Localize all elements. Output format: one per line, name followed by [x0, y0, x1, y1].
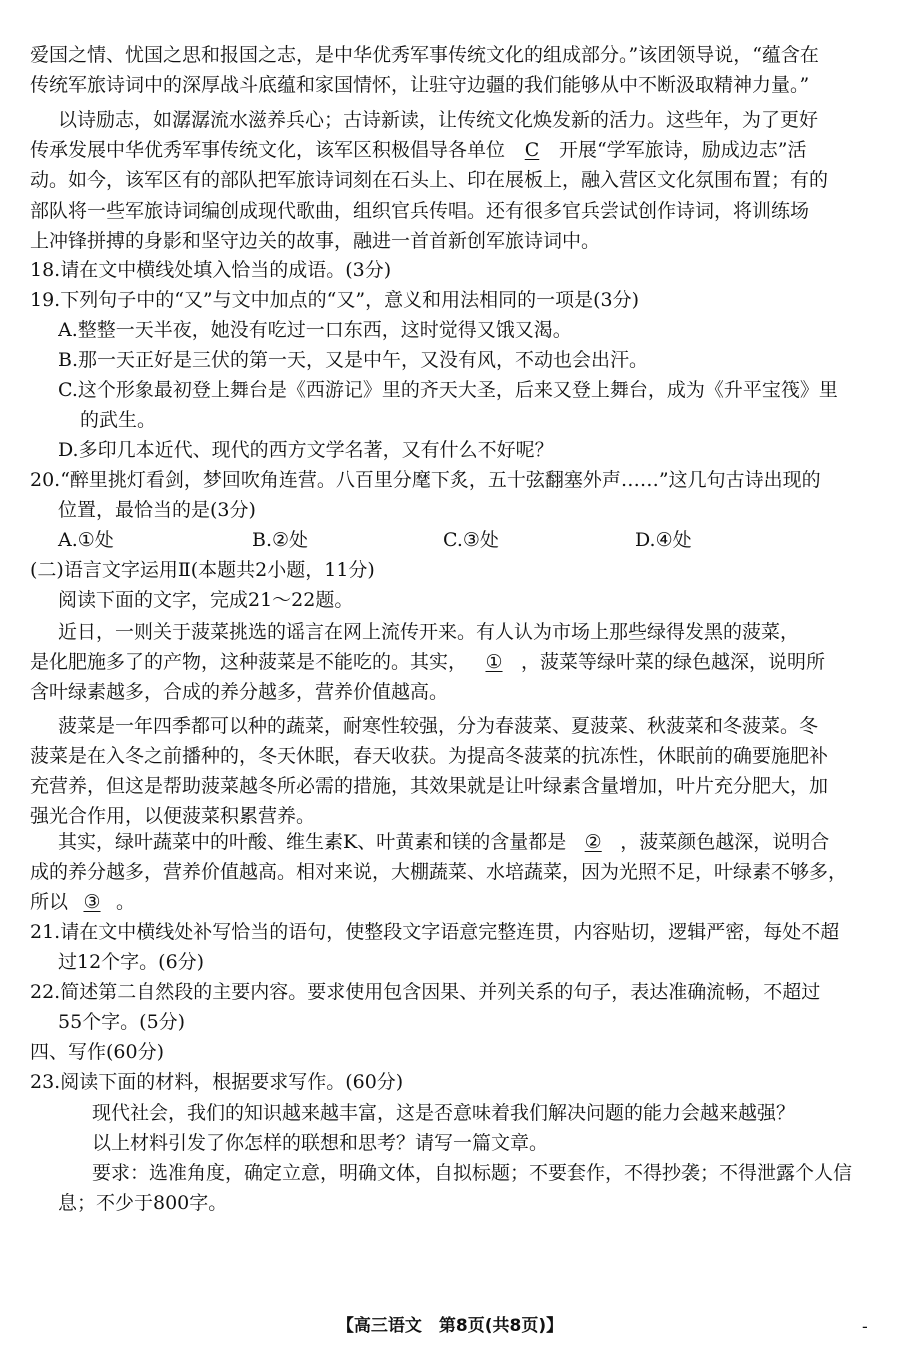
answer-blank: C [524, 139, 540, 161]
question-20-stem: 位置，最恰当的是(3分) [58, 499, 256, 521]
answer-blank: ② [584, 831, 602, 853]
passage-text: 其实，绿叶蔬菜中的叶酸、维生素K、叶黄素和镁的含量都是 [58, 831, 567, 853]
essay-requirements: 要求：选准角度，确定立意，明确文体，自拟标题；不要套作，不得抄袭；不得泄露个人信 [92, 1162, 853, 1184]
passage-line [30, 890, 875, 914]
question-22: 55个字。(5分) [58, 1011, 186, 1033]
instruction: 阅读下面的文字，完成21～22题。 [58, 589, 354, 611]
question-22: 22.简述第二自然段的主要内容。要求使用包含因果、并列关系的句子，表达准确流畅，不超过 [30, 981, 821, 1003]
passage-line: 以诗励志，如潺潺流水滋养兵心；古诗新读，让传统文化焕发新的活力。这些年，为了更好 [58, 109, 819, 131]
option-c-continued: 的武生。 [80, 409, 157, 431]
option-b: B.②处 [252, 529, 309, 551]
option-d: D.多印几本近代、现代的西方文学名著，又有什么不好呢？ [58, 439, 554, 461]
corner-mark: - [862, 1317, 868, 1337]
passage-line: 部队将一些军旅诗词编创成现代歌曲，组织官兵传唱。还有很多官兵尝试创作诗词，将训练场 [30, 200, 810, 222]
passage-line: 爱国之情、忧国之思和报国之志，是中华优秀军事传统文化的组成部分。”该团领导说，“蕴含在 [30, 44, 819, 66]
question-23: 23.阅读下面的材料，根据要求写作。(60分) [30, 1071, 404, 1093]
section-header: (二)语言文字运用Ⅱ(本题共2小题，11分) [30, 559, 375, 581]
question-18: 18.请在文中横线处填入恰当的成语。(3分) [30, 259, 392, 281]
passage-line: 强光合作用，以便菠菜积累营养。 [30, 805, 316, 827]
passage-text: 开展“学军旅诗，励成边志”活 [559, 139, 807, 161]
section-header: 四、写作(60分) [30, 1041, 165, 1063]
option-d: D.④处 [635, 529, 692, 551]
option-c: C.③处 [443, 529, 499, 551]
option-c: C.这个形象最初登上舞台是《西游记》里的齐天大圣，后来又登上舞台，成为《升平宝筏》里 [58, 379, 838, 401]
passage-text: 是化肥施多了的产物，这种菠菜是不能吃的。其实， [30, 651, 468, 673]
passage-text: 传承发展中华优秀军事传统文化，该军区积极倡导各单位 [30, 139, 506, 161]
option-b: B.那一天正好是三伏的第一天，又是中午，又没有风，不动也会出汗。 [58, 349, 649, 371]
question-21: 21.请在文中横线处补写恰当的语句，使整段文字语意完整连贯，内容贴切，逻辑严密，每处不超 [30, 921, 840, 943]
passage-line: 成的养分越多，营养价值越高。相对来说，大棚蔬菜、水培蔬菜，因为光照不足，叶绿素不够多， [30, 861, 848, 883]
passage-text: ，菠菜颜色越深，说明合 [620, 831, 830, 853]
passage-text: 。 [116, 891, 136, 913]
answer-blank: ① [485, 651, 503, 673]
passage-text: 所以 [30, 891, 69, 913]
passage-line: 传统军旅诗词中的深厚战斗底蕴和家国情怀，让驻守边疆的我们能够从中不断汲取精神力量。” [30, 74, 810, 96]
essay-prompt: 以上材料引发了你怎样的联想和思考？请写一篇文章。 [92, 1132, 549, 1154]
passage-line: 近日，一则关于菠菜挑选的谣言在网上流传开来。有人认为市场上那些绿得发黑的菠菜， [58, 621, 800, 643]
question-20-stem: 20.“醉里挑灯看剑，梦回吹角连营。八百里分麾下炙，五十弦翻塞外声……”这几句古诗出现的 [30, 469, 821, 491]
essay-requirements: 息；不少于800字。 [58, 1192, 228, 1214]
passage-line: 动。如今，该军区有的部队把军旅诗词刻在石头上、印在展板上，融入营区文化氛围布置；有的 [30, 169, 829, 191]
passage-line [30, 138, 875, 162]
passage-line [58, 830, 875, 854]
option-a: A.整整一天半夜，她没有吃过一口东西，这时觉得又饿又渴。 [58, 319, 572, 341]
passage-line: 菠菜是一年四季都可以种的蔬菜，耐寒性较强，分为春菠菜、夏菠菜、秋菠菜和冬菠菜。冬 [58, 715, 819, 737]
passage-line: 菠菜是在入冬之前播种的，冬天休眠，春天收获。为提高冬菠菜的抗冻性，休眠前的确要施肥补 [30, 745, 829, 767]
essay-material: 现代社会，我们的知识越来越丰富，这是否意味着我们解决问题的能力会越来越强？ [92, 1102, 796, 1124]
option-a: A.①处 [58, 529, 114, 551]
passage-line: 充营养，但这是帮助菠菜越冬所必需的措施，其效果就是让叶绿素含量增加，叶片充分肥大，加 [30, 775, 829, 797]
passage-line: 含叶绿素越多，合成的养分越多，营养价值越高。 [30, 681, 449, 703]
page-footer: 【高三语文 第8页(共8页)】 [336, 1316, 564, 1336]
answer-blank: ③ [83, 891, 101, 913]
question-21: 过12个字。(6分) [58, 951, 205, 973]
passage-line [30, 650, 875, 674]
passage-line: 上冲锋拼搏的身影和坚守边关的故事，融进一首首新创军旅诗词中。 [30, 230, 601, 252]
passage-text: ，菠菜等绿叶菜的绿色越深，说明所 [521, 651, 826, 673]
question-19-stem: 19.下列句子中的“又”与文中加点的“又”，意义和用法相同的一项是(3分) [30, 289, 639, 311]
